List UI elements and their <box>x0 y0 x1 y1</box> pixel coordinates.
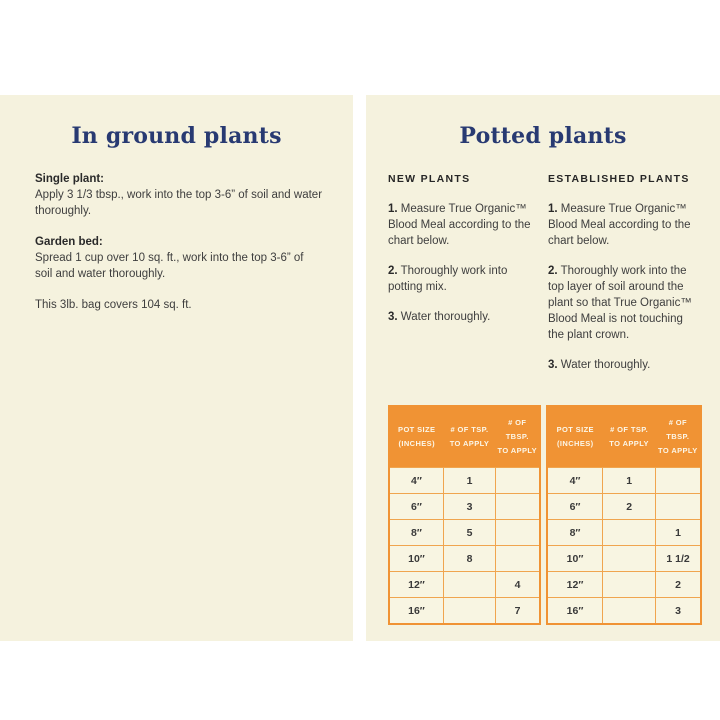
table-header-row <box>547 406 701 468</box>
new-plants-table <box>388 405 541 625</box>
tsp-cell: 5 <box>443 520 495 546</box>
table-header-row <box>389 406 540 468</box>
established-plants-table <box>546 405 702 625</box>
tsp-cell <box>603 520 656 546</box>
section-heading: Single plant: <box>35 173 104 185</box>
table-row <box>389 494 540 520</box>
tsp-cell: 3 <box>443 494 495 520</box>
pot-size-cell: 6″ <box>389 494 443 520</box>
tsp-cell <box>443 598 495 625</box>
step-columns <box>366 149 720 387</box>
pot-size-cell: 8″ <box>547 520 603 546</box>
table-row <box>547 598 701 625</box>
pot-size-cell: 6″ <box>547 494 603 520</box>
tsp-cell: 8 <box>443 546 495 572</box>
pot-size-cell: 16″ <box>547 598 603 625</box>
section-body: Apply 3 1/3 tbsp., work into the top 3-6” of soil and water thoroughly. <box>35 189 323 217</box>
tbsp-cell: 4 <box>496 572 540 598</box>
table-header-cell: # OF TSP. TO APPLY <box>443 406 495 468</box>
column-heading: NEW PLANTS <box>388 173 471 185</box>
table-row <box>389 572 540 598</box>
table-row <box>547 546 701 572</box>
tbsp-cell: 1 <box>656 520 701 546</box>
tbsp-cell <box>496 468 540 494</box>
tbsp-cell <box>656 468 701 494</box>
tsp-cell: 2 <box>603 494 656 520</box>
tbsp-cell: 7 <box>496 598 540 625</box>
step-text: Thoroughly work into the top layer of soil around the plant so that True Organic™ Blood Meal is not touching the plant crown. <box>548 265 692 341</box>
pot-size-cell: 10″ <box>547 546 603 572</box>
in-ground-plants-panel <box>0 95 353 641</box>
potted-plants-panel <box>366 95 720 641</box>
step-text: Measure True Organic™ Blood Meal according to the chart below. <box>388 203 531 247</box>
table-header-cell: # OF TBSP. TO APPLY <box>496 406 540 468</box>
tbsp-cell <box>496 494 540 520</box>
tsp-cell: 1 <box>603 468 656 494</box>
pot-size-cell: 8″ <box>389 520 443 546</box>
table-header-cell: POT SIZE (INCHES) <box>389 406 443 468</box>
table-row <box>547 468 701 494</box>
tbsp-cell: 1 1/2 <box>656 546 701 572</box>
step-text: Water thoroughly. <box>560 359 651 371</box>
step-number: 2. <box>548 265 558 277</box>
table-row <box>547 494 701 520</box>
tsp-cell <box>603 546 656 572</box>
column-established-plants <box>548 173 698 387</box>
tbsp-cell: 3 <box>656 598 701 625</box>
table-header-cell: # OF TSP. TO APPLY <box>603 406 656 468</box>
step-number: 1. <box>388 203 398 215</box>
tbsp-cell: 2 <box>656 572 701 598</box>
in-ground-instructions <box>0 149 353 313</box>
table-row <box>389 598 540 625</box>
pot-size-cell: 10″ <box>389 546 443 572</box>
step <box>388 309 538 325</box>
table-row <box>547 520 701 546</box>
table-row <box>389 468 540 494</box>
column-heading: ESTABLISHED PLANTS <box>548 173 690 185</box>
step-number: 3. <box>388 311 398 323</box>
tsp-cell: 1 <box>443 468 495 494</box>
pot-size-cell: 12″ <box>389 572 443 598</box>
page-title: Potted plants <box>459 123 627 149</box>
step <box>388 201 538 249</box>
step <box>548 357 698 373</box>
tbsp-cell <box>496 520 540 546</box>
step-number: 2. <box>388 265 398 277</box>
tbsp-cell <box>496 546 540 572</box>
section-body: Spread 1 cup over 10 sq. ft., work into the top 3-6” of soil and water thoroughly. <box>35 252 304 280</box>
table-header-cell: # OF TBSP. TO APPLY <box>656 406 701 468</box>
step <box>388 263 538 295</box>
step <box>548 201 698 249</box>
table-row <box>389 520 540 546</box>
pot-size-cell: 16″ <box>389 598 443 625</box>
section-heading: Garden bed: <box>35 236 103 248</box>
coverage-note: This 3lb. bag covers 104 sq. ft. <box>35 299 192 311</box>
step <box>548 263 698 343</box>
dosage-tables <box>388 405 702 625</box>
step-number: 3. <box>548 359 558 371</box>
table-row <box>547 572 701 598</box>
tsp-cell <box>603 598 656 625</box>
table-row <box>389 546 540 572</box>
column-new-plants <box>388 173 538 387</box>
step-text: Water thoroughly. <box>400 311 491 323</box>
step-number: 1. <box>548 203 558 215</box>
pot-size-cell: 12″ <box>547 572 603 598</box>
tsp-cell <box>443 572 495 598</box>
tbsp-cell <box>656 494 701 520</box>
pot-size-cell: 4″ <box>547 468 603 494</box>
tsp-cell <box>603 572 656 598</box>
step-text: Thoroughly work into potting mix. <box>388 265 508 293</box>
page-title: In ground plants <box>71 123 282 149</box>
step-text: Measure True Organic™ Blood Meal according to the chart below. <box>548 203 691 247</box>
pot-size-cell: 4″ <box>389 468 443 494</box>
table-header-cell: POT SIZE (INCHES) <box>547 406 603 468</box>
